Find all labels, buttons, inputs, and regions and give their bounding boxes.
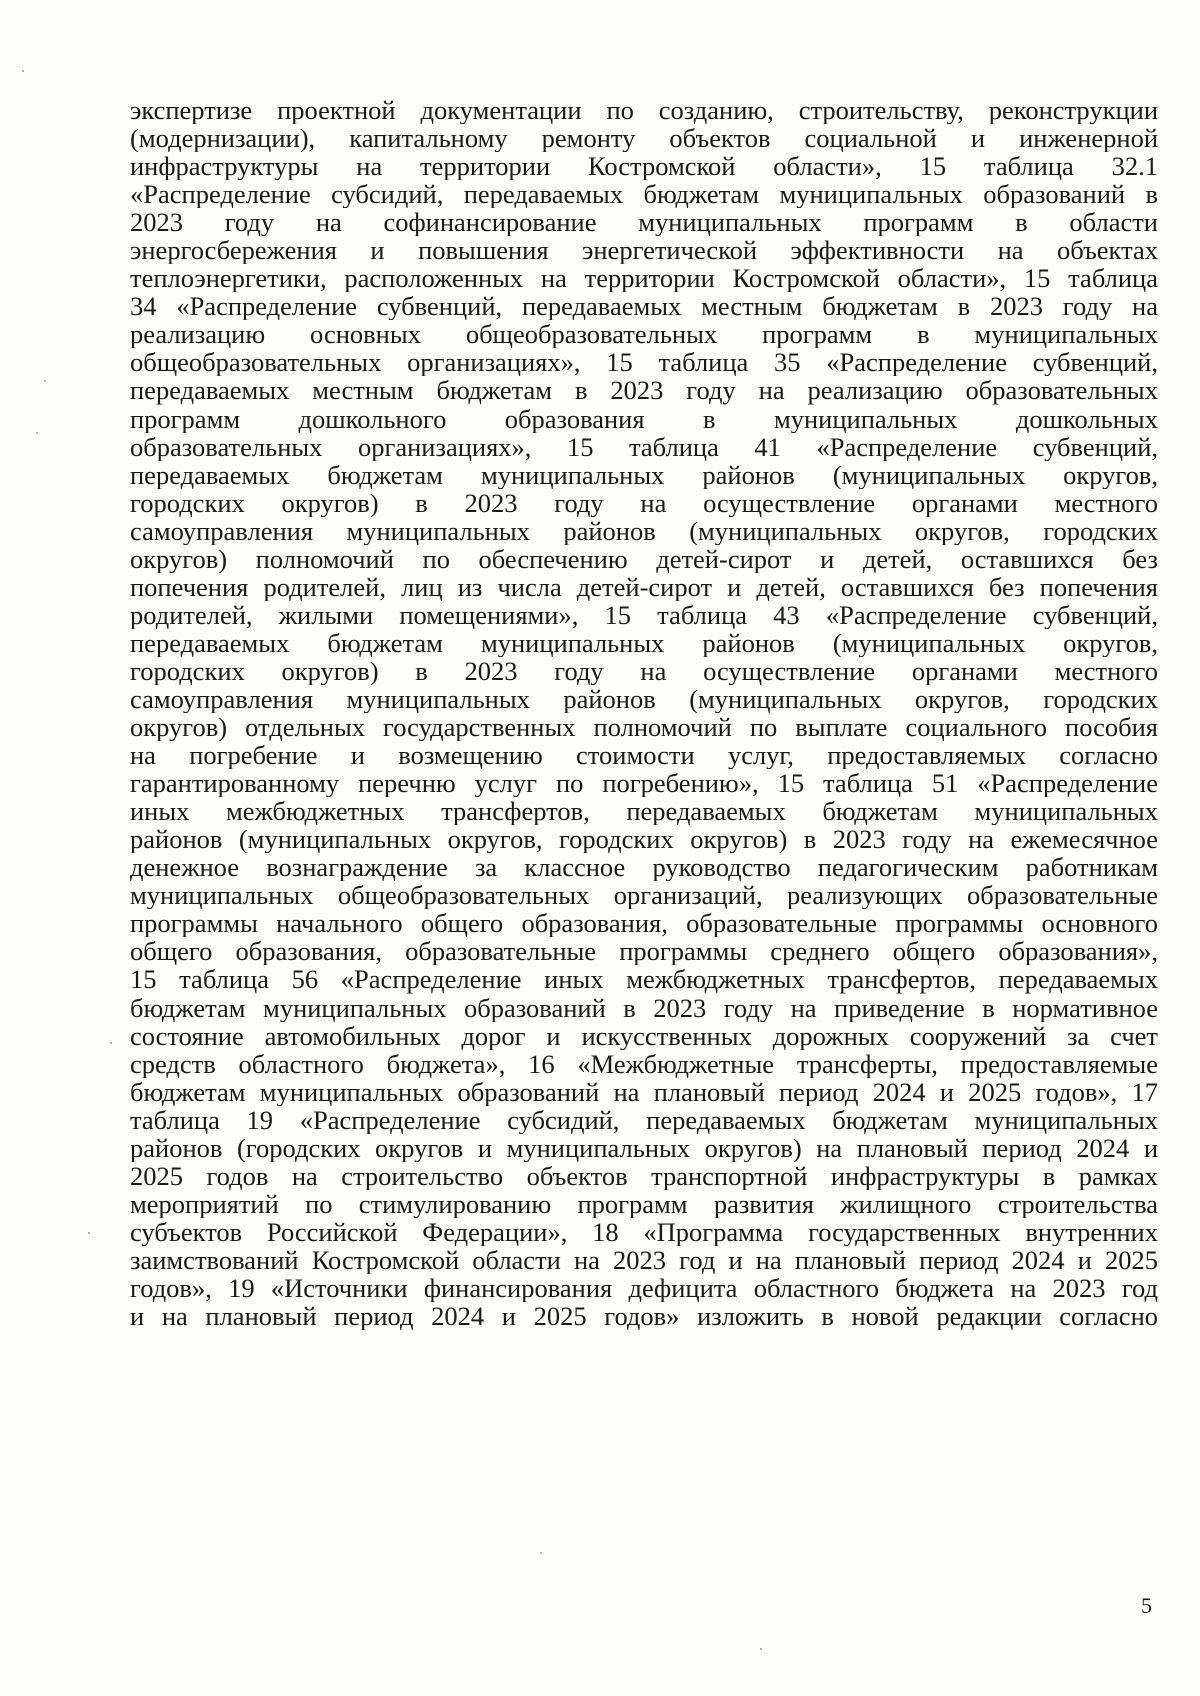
body-text-line: бюджетам муниципальных образований на плановый период 2024 и 2025 годов», 17 bbox=[130, 1077, 1158, 1106]
body-text-line: состояние автомобильных дорог и искусственных дорожных сооружений за счет bbox=[130, 1021, 1158, 1050]
body-text-line: округов) отдельных государственных полномочий по выплате социального пособия bbox=[130, 713, 1158, 742]
scan-speck bbox=[88, 1232, 90, 1234]
body-text-line: районов (муниципальных округов, городских округов) в 2023 году на ежемесячное bbox=[130, 825, 1158, 854]
body-text-line: городских округов) в 2023 году на осуществление органами местного bbox=[130, 656, 1158, 685]
body-text-line: общего образования, образовательные программы среднего общего образования», bbox=[130, 937, 1158, 966]
body-text-line: 2025 годов на строительство объектов транспортной инфраструктуры в рамках bbox=[130, 1161, 1158, 1190]
body-text-line: субъектов Российской Федерации», 18 «Программа государственных внутренних bbox=[130, 1217, 1158, 1246]
body-text-line: передаваемых местным бюджетам в 2023 году на реализацию образовательных bbox=[130, 376, 1158, 405]
scan-speck bbox=[110, 1042, 112, 1044]
body-text-line: энергосбережения и повышения энергетической эффективности на объектах bbox=[130, 236, 1158, 265]
body-text-line: и на плановый период 2024 и 2025 годов» изложить в новой редакции согласно bbox=[130, 1302, 1158, 1331]
body-text-line: (модернизации), капитальному ремонту объектов социальной и инженерной bbox=[130, 124, 1158, 153]
body-text-line: самоуправления муниципальных районов (муниципальных округов, городских bbox=[130, 684, 1158, 714]
body-text-line: экспертизе проектной документации по созданию, строительству, реконструкции bbox=[130, 96, 1158, 125]
body-text-line: гарантированному перечню услуг по погребению», 15 таблица 51 «Распределение bbox=[130, 769, 1158, 798]
body-text-line: денежное вознаграждение за классное руководство педагогическим работникам bbox=[130, 853, 1158, 882]
body-text-line: «Распределение субсидий, передаваемых бюджетам муниципальных образований в bbox=[130, 180, 1158, 209]
scan-speck bbox=[760, 1648, 762, 1650]
body-text-line: муниципальных общеобразовательных организаций, реализующих образовательные bbox=[130, 881, 1158, 910]
body-text-line: родителей, жилыми помещениями», 15 таблица 43 «Распределение субвенций, bbox=[130, 600, 1158, 629]
body-text-line: округов) полномочий по обеспечению детей-сирот и детей, оставшихся без bbox=[130, 544, 1158, 573]
scan-speck bbox=[22, 70, 24, 72]
body-text-line: инфраструктуры на территории Костромской области», 15 таблица 32.1 bbox=[130, 152, 1158, 181]
document-body-text bbox=[130, 96, 1158, 1330]
body-text-line: программ дошкольного образования в муниципальных дошкольных bbox=[130, 404, 1158, 433]
scan-speck bbox=[36, 432, 38, 434]
body-text-line: заимствований Костромской области на 2023 год и на плановый период 2024 и 2025 bbox=[130, 1245, 1158, 1274]
body-text-line: 2023 году на софинансирование муниципальных программ в области bbox=[130, 208, 1158, 237]
body-text-line: передаваемых бюджетам муниципальных районов (муниципальных округов, bbox=[130, 628, 1158, 657]
body-text-line: самоуправления муниципальных районов (муниципальных округов, городских bbox=[130, 516, 1158, 545]
body-text-line: городских округов) в 2023 году на осуществление органами местного bbox=[130, 488, 1158, 517]
body-text-line: 34 «Распределение субвенций, передаваемых местным бюджетам в 2023 году на bbox=[130, 292, 1158, 321]
body-text-line: попечения родителей, лиц из числа детей-сирот и детей, оставшихся без попечения bbox=[130, 572, 1158, 601]
scan-speck bbox=[540, 1552, 542, 1554]
body-text-line: бюджетам муниципальных образований в 2023 году на приведение в нормативное bbox=[130, 993, 1158, 1022]
body-text-line: мероприятий по стимулированию программ развития жилищного строительства bbox=[130, 1189, 1158, 1218]
body-text-line: реализацию основных общеобразовательных программ в муниципальных bbox=[130, 320, 1158, 349]
scan-speck bbox=[44, 380, 46, 382]
body-text-line: 15 таблица 56 «Распределение иных межбюджетных трансфертов, передаваемых bbox=[130, 965, 1158, 994]
body-text-line: программы начального общего образования, образовательные программы основного bbox=[130, 909, 1158, 938]
page-number: 5 bbox=[1141, 1593, 1152, 1618]
body-text-line: иных межбюджетных трансфертов, передаваемых бюджетам муниципальных bbox=[130, 797, 1158, 826]
body-text-line: годов», 19 «Источники финансирования дефицита областного бюджета на 2023 год bbox=[130, 1273, 1158, 1303]
body-text-line: образовательных организациях», 15 таблица 41 «Распределение субвенций, bbox=[130, 432, 1158, 461]
body-text-line: передаваемых бюджетам муниципальных районов (муниципальных округов, bbox=[130, 460, 1158, 489]
body-text-line: на погребение и возмещению стоимости услуг, предоставляемых согласно bbox=[130, 741, 1158, 770]
body-text-line: средств областного бюджета», 16 «Межбюджетные трансферты, предоставляемые bbox=[130, 1049, 1158, 1078]
body-text-line: таблица 19 «Распределение субсидий, передаваемых бюджетам муниципальных bbox=[130, 1105, 1158, 1134]
body-text-line: районов (городских округов и муниципальных округов) на плановый период 2024 и bbox=[130, 1133, 1158, 1162]
body-text-line: теплоэнергетики, расположенных на территории Костромской области», 15 таблица bbox=[130, 264, 1158, 293]
body-text-line: общеобразовательных организациях», 15 таблица 35 «Распределение субвенций, bbox=[130, 348, 1158, 377]
